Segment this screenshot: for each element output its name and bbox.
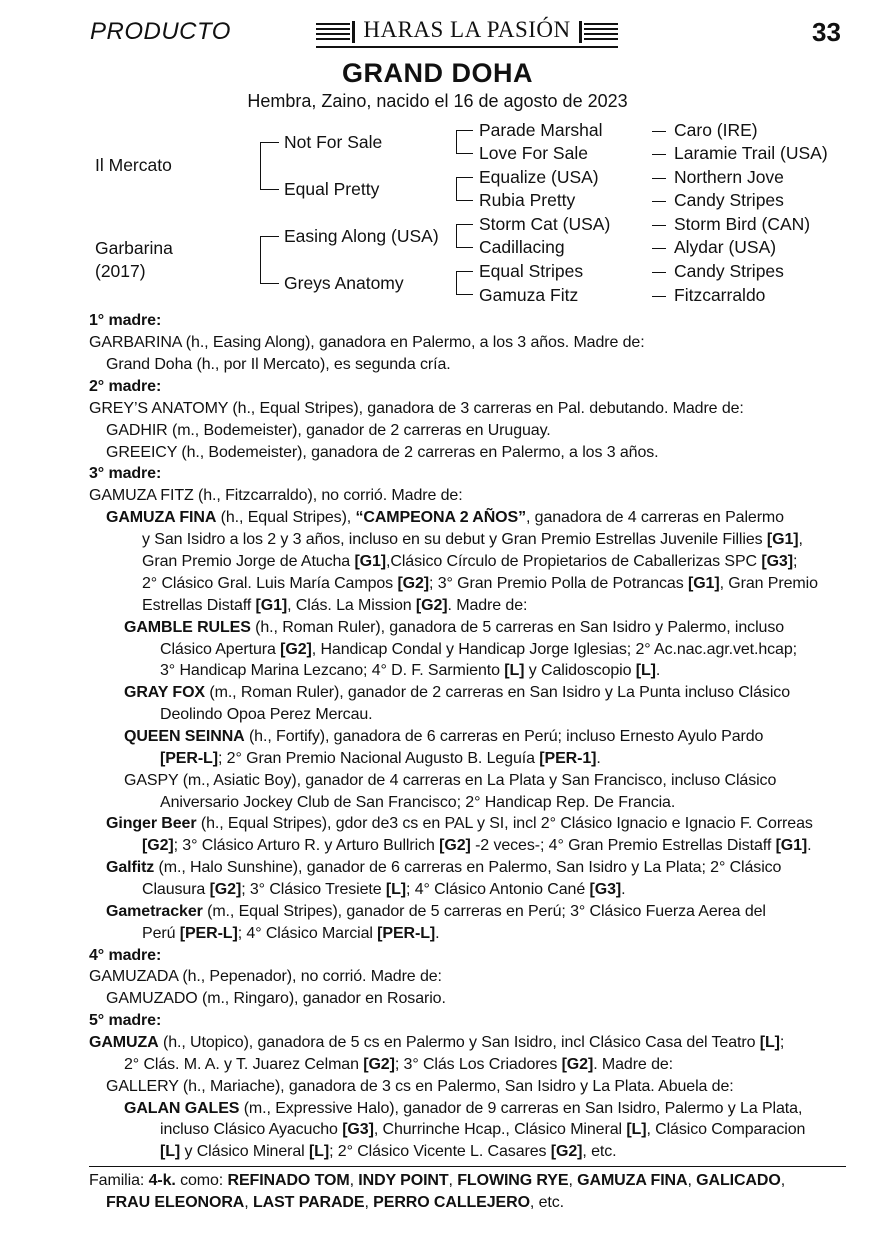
text-line (142, 575, 818, 593)
text: , (780, 1172, 786, 1189)
text: Deolindo Opoa Perez Mercau. (160, 706, 373, 723)
text: (m., Halo Sunshine), ganador de 6 carreras en Palermo, San Isidro y La Plata; 2° Clásico (154, 859, 782, 876)
text: y Calidoscopio (524, 662, 636, 679)
bold-text: [L] (308, 1143, 330, 1160)
pedigree-dam: Garbarina (95, 238, 173, 258)
text: , (364, 1194, 374, 1211)
text: Clásico Apertura (160, 641, 281, 658)
dash-ornament (652, 225, 666, 226)
bold-text: [PER-1] (539, 750, 597, 767)
text-line (160, 794, 675, 812)
text: Estrellas Distaff (142, 597, 256, 614)
text: . (596, 750, 601, 767)
bold-text: [G2] (363, 1056, 395, 1073)
text-line (89, 1034, 784, 1052)
bold-text: GALICADO (696, 1172, 781, 1189)
bold-text: [G2] (561, 1056, 594, 1073)
text-line (124, 728, 763, 746)
bold-text: [L] (635, 662, 656, 679)
pedigree-sire: Il Mercato (95, 155, 172, 175)
bold-text: [G2] (415, 597, 448, 614)
text-line (124, 619, 784, 637)
pedigree-gen2: Not For Sale (284, 132, 383, 152)
pedigree-gen3: Cadillacing (479, 237, 565, 257)
text: (m., Expressive Halo), ganador de 9 carreras en San Isidro, Palermo y La Plata, (239, 1100, 803, 1117)
bold-text: Ginger Beer (106, 815, 197, 832)
bold-text: “CAMPEONA 2 AÑOS” (355, 509, 526, 526)
text: . Madre de: (447, 597, 528, 614)
text: y Clásico Mineral (180, 1143, 309, 1160)
text: Grand Doha (h., por Il Mercato), es segunda cría. (106, 356, 451, 373)
text: (h., Equal Stripes), gdor de3 cs en PAL y SI, incl 2° Clásico Ignacio e Ignacio F. Correas (196, 815, 813, 832)
text: , (448, 1172, 458, 1189)
text: y San Isidro a los 2 y 3 años, incluso en su debut y Gran Premio Estrellas Juvenile Fillies (142, 531, 767, 548)
right-bar-ornament (579, 21, 582, 43)
text-line (106, 903, 766, 921)
dash-ornament (652, 272, 666, 273)
dash-ornament (652, 201, 666, 202)
bracket-gen3 (456, 177, 473, 201)
footer-divider (89, 1166, 846, 1167)
text: Gran Premio Jorge de Atucha (142, 553, 355, 570)
text-line (124, 1056, 673, 1074)
text-line (142, 925, 440, 943)
text: ; 4° Clásico Antonio Cané (406, 881, 590, 898)
bold-text: [G2] (439, 837, 471, 854)
text: , Gran Premio (719, 575, 818, 592)
text-line (160, 662, 660, 680)
bracket-gen3 (456, 271, 473, 295)
text: 2° Clásico Gral. Luis María Campos (142, 575, 398, 592)
text: Aniversario Jockey Club de San Francisco; 2° Handicap Rep. De Francia. (160, 794, 676, 811)
bold-text: [G1] (687, 575, 720, 592)
pedigree-gen3: Storm Cat (USA) (479, 214, 611, 234)
text: (m., Equal Stripes), ganador de 5 carreras en Perú; 3° Clásico Fuerza Aerea del (202, 903, 766, 920)
bold-text: [G2] (142, 837, 174, 854)
dash-ornament (652, 248, 666, 249)
pedigree-gen4: Laramie Trail (USA) (674, 143, 828, 163)
bold-text: [G1] (766, 531, 799, 548)
text: Perú (142, 925, 180, 942)
text-line (142, 597, 527, 615)
text: ; 2° Gran Premio Nacional Augusto B. Leguía (217, 750, 540, 767)
text-line (106, 356, 451, 374)
bold-text: [L] (504, 662, 525, 679)
pedigree-gen4: Candy Stripes (674, 190, 784, 210)
bold-text: [L] (626, 1121, 647, 1138)
pedigree-gen3: Equalize (USA) (479, 167, 599, 187)
text-line (106, 990, 446, 1008)
text: 2° Clás. M. A. y T. Juarez Celman (124, 1056, 364, 1073)
text-line (160, 1121, 805, 1139)
text: , (798, 531, 803, 548)
pedigree-gen2: Equal Pretty (284, 179, 380, 199)
pedigree-gen4: Alydar (USA) (674, 237, 777, 257)
bold-text: GAMUZA FINA (577, 1172, 688, 1189)
bold-text: [G2] (397, 575, 430, 592)
bold-text: [G1] (354, 553, 387, 570)
bold-text: [G2] (550, 1143, 583, 1160)
text: ; 3° Clás Los Criadores (394, 1056, 562, 1073)
horse-description: Hembra, Zaino, nacido el 16 de agosto de 2023 (247, 91, 628, 111)
bold-text: 5° madre: (89, 1012, 162, 1029)
text-line (124, 684, 790, 702)
text-line (89, 378, 161, 396)
text-line (160, 750, 601, 768)
text: (h., Roman Ruler), ganadora de 5 carreras en San Isidro y Palermo, incluso (250, 619, 785, 636)
text: ,Clásico Círculo de Propietarios de Caballerizas SPC (386, 553, 762, 570)
pedigree-gen4: Storm Bird (CAN) (674, 214, 811, 234)
text-line (89, 1172, 785, 1190)
bold-text: GAMBLE RULES (124, 619, 251, 636)
text-line (142, 881, 625, 899)
text: ; 4° Clásico Marcial (237, 925, 378, 942)
text: GAMUZADO (m., Ringaro), ganador en Rosario. (106, 990, 446, 1007)
text-line (89, 487, 463, 505)
text: , etc. (529, 1194, 565, 1211)
text: . Madre de: (593, 1056, 674, 1073)
bold-text: [L] (385, 881, 407, 898)
pedigree-gen3: Gamuza Fitz (479, 285, 579, 305)
pedigree-gen2: Greys Anatomy (284, 273, 404, 293)
text: ; 3° Gran Premio Polla de Potrancas (429, 575, 688, 592)
text: , Clásico Comparacion (646, 1121, 806, 1138)
text: (h., Utopico), ganadora de 5 cs en Palermo y San Isidro, incl Clásico Casa del Teatro (158, 1034, 760, 1051)
text: Clausura (142, 881, 210, 898)
text: (m., Roman Ruler), ganador de 2 carreras en San Isidro y La Punta incluso Clásico (205, 684, 790, 701)
text-line (89, 1012, 161, 1030)
text: , Clás. La Mission (287, 597, 416, 614)
pedigree-gen4: Fitzcarraldo (674, 285, 766, 305)
text-line (142, 837, 812, 855)
text: , (244, 1194, 253, 1211)
bold-text: 4-k. (148, 1172, 176, 1189)
bold-text: 3° madre: (89, 465, 162, 482)
text: ; 3° Clásico Arturo R. y Arturo Bullrich (173, 837, 440, 854)
text-line (106, 422, 551, 440)
text-line (106, 859, 781, 877)
text: , (568, 1172, 578, 1189)
text-line (160, 641, 797, 659)
text: ; (779, 1034, 785, 1051)
pedigree-gen3: Parade Marshal (479, 120, 603, 140)
text-line (106, 815, 813, 833)
bold-text: INDY POINT (358, 1172, 449, 1189)
text: Familia: (89, 1172, 149, 1189)
text: , (687, 1172, 697, 1189)
pedigree-gen3: Equal Stripes (479, 261, 584, 281)
text-line (124, 1100, 802, 1118)
bold-text: [PER-L] (160, 750, 218, 767)
pedigree-gen4: Candy Stripes (674, 261, 784, 281)
text: 3° Handicap Marina Lezcano; 4° D. F. Sarmiento (160, 662, 505, 679)
bold-text: 2° madre: (89, 378, 162, 395)
bold-text: GAMUZA FINA (106, 509, 217, 526)
text-line (142, 531, 803, 549)
bold-text: Gametracker (106, 903, 203, 920)
text-line (106, 509, 784, 527)
bracket-gen3 (456, 224, 473, 248)
horse-name: GRAND DOHA (342, 58, 533, 88)
bold-text: GAMUZA (89, 1034, 159, 1051)
left-bar-ornament (352, 21, 355, 43)
text: (h., Equal Stripes), (216, 509, 356, 526)
text-line (142, 553, 797, 571)
text: , etc. (582, 1143, 617, 1160)
pedigree-gen3: Love For Sale (479, 143, 588, 163)
pedigree-gen2: Easing Along (USA) (284, 226, 439, 246)
bold-text: [G3] (589, 881, 622, 898)
text-line (89, 968, 442, 986)
text-line (160, 706, 373, 724)
dash-ornament (652, 178, 666, 179)
section-label: PRODUCTO (90, 18, 231, 45)
text: GAMUZA FITZ (h., Fitzcarraldo), no corrió. Madre de: (89, 487, 463, 504)
right-bars-ornament (584, 23, 618, 39)
text: , Handicap Condal y Handicap Jorge Iglesias; 2° Ac.nac.agr.vet.hcap; (311, 641, 797, 658)
text: . (435, 925, 440, 942)
bold-text: 4° madre: (89, 947, 162, 964)
text: GASPY (m., Asiatic Boy), ganador de 4 carreras en La Plata y San Francisco, incluso Clásico (124, 772, 777, 789)
text-line (124, 772, 776, 790)
bold-text: GALAN GALES (124, 1100, 240, 1117)
bold-text: [G2] (280, 641, 312, 658)
text: , (349, 1172, 359, 1189)
bold-text: [G3] (342, 1121, 374, 1138)
text: , ganadora de 4 carreras en Palermo (525, 509, 784, 526)
bold-text: [L] (759, 1034, 780, 1051)
bold-text: [G1] (255, 597, 288, 614)
text-line (89, 947, 161, 965)
text: GREY’S ANATOMY (h., Equal Stripes), ganadora de 3 carreras en Pal. debutando. Madre de: (89, 400, 744, 417)
text: ; 2° Clásico Vicente L. Casares (329, 1143, 551, 1160)
text: , Churrinche Hcap., Clásico Mineral (373, 1121, 627, 1138)
bracket-gen2-bottom (260, 236, 279, 284)
text: -2 veces-; 4° Gran Premio Estrellas Distaff (470, 837, 776, 854)
left-bars-ornament (316, 23, 350, 39)
pedigree-gen4: Northern Jove (674, 167, 784, 187)
bold-text: REFINADO TOM (227, 1172, 350, 1189)
page-number: 33 (812, 17, 841, 47)
text: . (655, 662, 661, 679)
bold-text: FLOWING RYE (457, 1172, 569, 1189)
text: como: (175, 1172, 228, 1189)
text: GREEICY (h., Bodemeister), ganadora de 2 carreras en Palermo, a los 3 años. (106, 444, 659, 461)
bracket-gen3 (456, 130, 473, 154)
text: GALLERY (h., Mariache), ganadora de 3 cs en Palermo, San Isidro y La Plata. Abuela de: (106, 1078, 734, 1095)
text: GADHIR (m., Bodemeister), ganador de 2 carreras en Uruguay. (106, 422, 551, 439)
text: GARBARINA (h., Easing Along), ganadora en Palermo, a los 3 años. Madre de: (89, 334, 645, 351)
bold-text: FRAU ELEONORA (106, 1194, 245, 1211)
text-line (89, 334, 645, 352)
text: incluso Clásico Ayacucho (160, 1121, 343, 1138)
bold-text: [L] (160, 1143, 181, 1160)
brand-logo (316, 17, 618, 47)
text: ; 3° Clásico Tresiete (241, 881, 386, 898)
text: . (621, 881, 626, 898)
pedigree-gen4: Caro (IRE) (674, 120, 758, 140)
bold-text: [G1] (775, 837, 808, 854)
dash-ornament (652, 154, 666, 155)
dash-ornament (652, 296, 666, 297)
text-line (106, 444, 659, 462)
bold-text: [G2] (209, 881, 242, 898)
bold-text: [G3] (761, 553, 793, 570)
dash-ornament (652, 131, 666, 132)
pedigree-dam-year: (2017) (95, 261, 146, 281)
bold-text: LAST PARADE (252, 1194, 365, 1211)
bold-text: 1° madre: (89, 312, 162, 329)
text: GAMUZADA (h., Pepenador), no corrió. Madre de: (89, 968, 442, 985)
text: ; (792, 553, 798, 570)
text-line (106, 1194, 564, 1212)
bold-text: QUEEN SEINNA (124, 728, 245, 745)
bold-text: [PER-L] (179, 925, 238, 942)
text-line (89, 400, 744, 418)
text-line (89, 312, 161, 330)
text: . (807, 837, 812, 854)
bold-text: PERRO CALLEJERO (373, 1194, 530, 1211)
text-line (106, 1078, 734, 1096)
text: (h., Fortify), ganadora de 6 carreras en Perú; incluso Ernesto Ayulo Pardo (244, 728, 764, 745)
brand-name: HARAS LA PASIÓN (363, 17, 571, 42)
text-line (160, 1143, 616, 1161)
bold-text: Galfitz (106, 859, 155, 876)
bold-text: GRAY FOX (124, 684, 206, 701)
brand-underline (316, 46, 618, 48)
bold-text: [PER-L] (377, 925, 436, 942)
text-line (89, 465, 161, 483)
bracket-gen2-top (260, 142, 279, 190)
pedigree-gen3: Rubia Pretty (479, 190, 576, 210)
